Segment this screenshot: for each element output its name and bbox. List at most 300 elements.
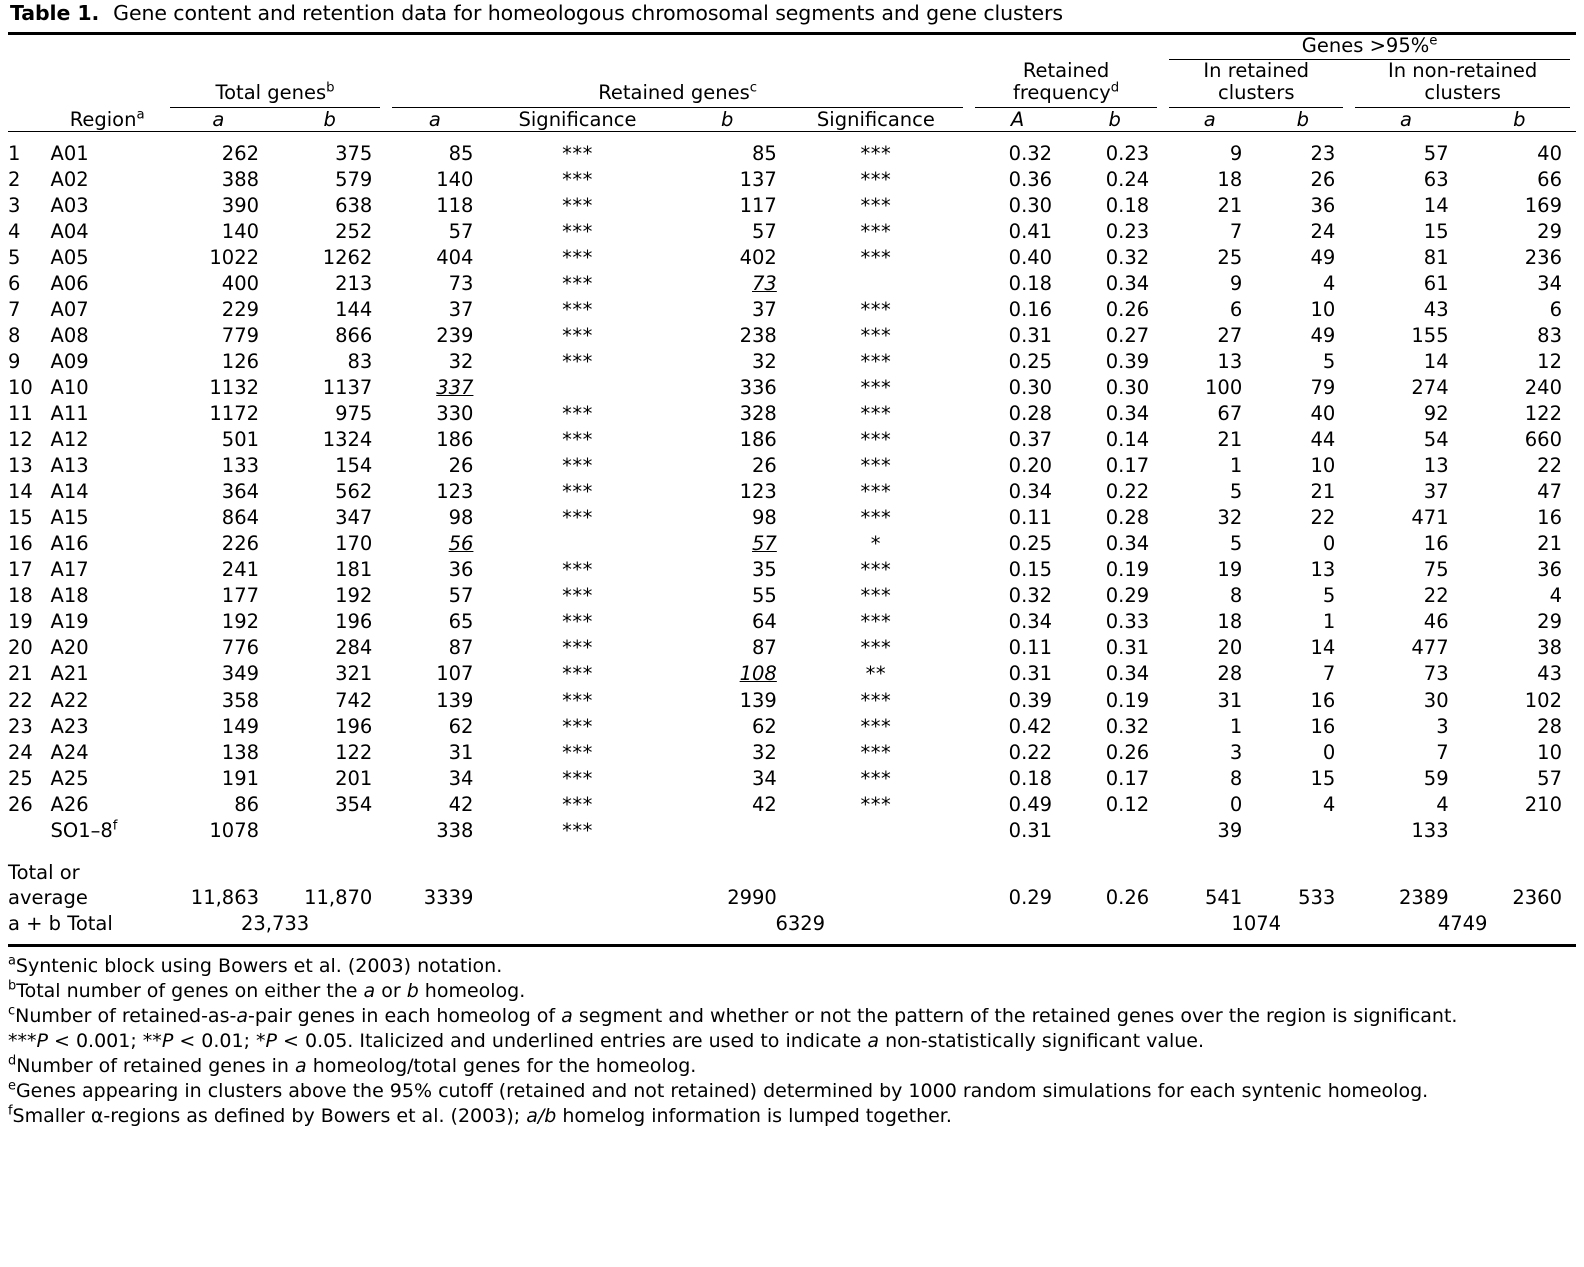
- row-clusters-nonretained-b: 210: [1524, 792, 1562, 816]
- row-region: A06: [50, 271, 89, 295]
- table-row: [8, 296, 1576, 322]
- row-clusters-retained-a: 1: [1229, 454, 1243, 478]
- row-total-b: 354: [335, 792, 373, 816]
- table-row: [8, 557, 1576, 583]
- row-significance-a: ***: [562, 219, 593, 243]
- row-index: 5: [8, 245, 21, 269]
- row-frequency-a: 0.18: [1008, 766, 1053, 790]
- row-clusters-nonretained-b: 29: [1537, 610, 1562, 634]
- row-significance-b: **: [865, 662, 887, 686]
- row-clusters-retained-a: 8: [1229, 584, 1243, 608]
- row-clusters-retained-b: 40: [1310, 402, 1336, 426]
- row-frequency-b: 0.24: [1105, 167, 1150, 191]
- table-row: [8, 583, 1576, 609]
- row-frequency-b: 0.31: [1105, 636, 1150, 660]
- table-row: [8, 322, 1576, 348]
- row-retained-a: 56: [448, 532, 474, 556]
- row-index: 21: [8, 662, 33, 686]
- row-region: A19: [50, 610, 89, 634]
- row-clusters-nonretained-b: 6: [1549, 297, 1562, 321]
- genes-95-footnote-mark: e: [1429, 33, 1438, 49]
- footnote-text: Number of retained-as-a-pair genes in each homeolog of a segment and whether or not the pattern of the retained genes over the region is significant.: [15, 1005, 1458, 1028]
- row-clusters-nonretained-b: 102: [1524, 688, 1562, 712]
- footnote-text: Total number of genes on either the a or b homeolog.: [16, 980, 526, 1003]
- row-frequency-b: 0.27: [1105, 323, 1150, 347]
- row-significance-a: ***: [562, 141, 593, 165]
- table-row: [8, 401, 1576, 427]
- group-in-nonretained-clusters: In non-retained clusters: [1349, 60, 1576, 108]
- retained-frequency-footnote-mark: d: [1110, 80, 1120, 96]
- row-index: [8, 817, 50, 843]
- table-row: [8, 453, 1576, 479]
- row-clusters-retained-a: 39: [1217, 818, 1243, 842]
- row-frequency-b: 0.12: [1105, 792, 1150, 816]
- footnote-text: Genes appearing in clusters above the 95% cutoff (retained and not retained) determined by 1000 random simulations for each syntenic homeolog.: [15, 1079, 1429, 1102]
- table-row: [8, 479, 1576, 505]
- row-significance-b: ***: [860, 349, 892, 373]
- row-clusters-retained-b: 21: [1310, 480, 1336, 504]
- table-row: [8, 531, 1576, 557]
- row-frequency-a: 0.30: [1008, 375, 1053, 399]
- row-total-a: 140: [221, 219, 260, 243]
- row-clusters-retained-b: 22: [1310, 506, 1336, 530]
- row-clusters-nonretained-b: 34: [1537, 271, 1562, 295]
- row-significance-a: ***: [562, 271, 593, 295]
- row-clusters-nonretained-a: 22: [1423, 584, 1449, 608]
- table-row: [8, 374, 1576, 400]
- row-clusters-retained-a: 100: [1205, 375, 1243, 399]
- totals-retained-b: 2990: [727, 885, 777, 909]
- row-region: A14: [50, 480, 89, 504]
- footnote-text: Number of retained genes in a homeolog/total genes for the homeolog.: [16, 1054, 697, 1077]
- col-retained-b: b: [721, 108, 734, 132]
- row-retained-b: 62: [752, 714, 777, 738]
- row-clusters-nonretained-a: 7: [1436, 740, 1449, 764]
- footnote-mark: b: [8, 979, 17, 994]
- row-significance-b: ***: [860, 428, 892, 452]
- row-total-b: 1324: [322, 428, 373, 452]
- footnote: [8, 979, 1576, 1004]
- row-clusters-nonretained-b: 38: [1537, 636, 1562, 660]
- row-frequency-a: 0.31: [1008, 818, 1053, 842]
- table-footnotes: [8, 947, 1576, 1128]
- row-region: A22: [50, 688, 89, 712]
- row-clusters-retained-b: 14: [1310, 636, 1336, 660]
- row-significance-a: ***: [562, 167, 593, 191]
- header-column-row: [8, 108, 1576, 131]
- row-clusters-retained-a: 21: [1217, 193, 1243, 217]
- col-clusters-retained-a: a: [1203, 108, 1216, 132]
- row-retained-a: 32: [448, 349, 474, 373]
- row-frequency-a: 0.11: [1008, 506, 1053, 530]
- totals-frequency-a: 0.29: [1008, 885, 1053, 909]
- row-significance-b: ***: [860, 740, 892, 764]
- row-clusters-nonretained-a: 15: [1423, 219, 1449, 243]
- row-total-a: 390: [221, 193, 260, 217]
- row-retained-a: 123: [436, 480, 474, 504]
- row-significance-b: ***: [860, 610, 892, 634]
- row-significance-b: [783, 817, 969, 843]
- row-retained-b: 35: [752, 558, 777, 582]
- row-clusters-nonretained-b: 169: [1524, 193, 1562, 217]
- totals-clusters-nonretained-a: 2389: [1398, 885, 1449, 909]
- row-clusters-nonretained-b: 43: [1537, 662, 1562, 686]
- col-frequency-b: b: [1108, 108, 1121, 132]
- row-total-a: 779: [221, 323, 260, 347]
- row-significance-b: ***: [860, 167, 892, 191]
- group-genes-95: Genes >95%$^e$: [1163, 35, 1576, 61]
- ab-total-label: a + b Total: [8, 911, 113, 935]
- row-clusters-retained-b: 15: [1310, 766, 1336, 790]
- row-total-a: 388: [221, 167, 260, 191]
- row-frequency-a: 0.32: [1008, 584, 1053, 608]
- row-retained-b: 42: [752, 792, 777, 816]
- row-clusters-nonretained-b: 10: [1537, 740, 1562, 764]
- totals-label: Total or average: [8, 860, 88, 909]
- row-total-a: 1132: [209, 375, 260, 399]
- row-total-a: 86: [234, 792, 260, 816]
- row-index: 4: [8, 219, 21, 243]
- row-region: A05: [50, 245, 89, 269]
- totals-clusters-retained-a: 541: [1205, 885, 1243, 909]
- row-total-a: 226: [221, 532, 260, 556]
- row-frequency-b: 0.26: [1105, 297, 1150, 321]
- row-frequency-a: 0.32: [1008, 141, 1053, 165]
- row-index: 18: [8, 584, 33, 608]
- row-significance-b: ***: [860, 636, 892, 660]
- footnote-mark: a: [8, 954, 16, 970]
- row-frequency-b: 0.23: [1105, 219, 1150, 243]
- col-retained-a: a: [428, 108, 441, 132]
- row-retained-b: 87: [752, 636, 777, 660]
- row-total-b: 192: [335, 584, 373, 608]
- row-retained-a: 338: [436, 818, 474, 842]
- row-frequency-a: 0.30: [1008, 193, 1053, 217]
- row-index: 13: [8, 454, 33, 478]
- row-frequency-a: 0.16: [1008, 297, 1053, 321]
- row-index: 26: [8, 792, 33, 816]
- row-region: A24: [50, 740, 89, 764]
- row-clusters-nonretained-a: 63: [1423, 167, 1449, 191]
- row-clusters-nonretained-b: 122: [1524, 402, 1562, 426]
- row-clusters-retained-b: 13: [1310, 558, 1336, 582]
- row-retained-b: 139: [739, 688, 777, 712]
- footnote: [8, 1079, 1576, 1104]
- row-clusters-retained-a: 9: [1229, 271, 1243, 295]
- row-frequency-b: 0.17: [1105, 454, 1150, 478]
- row-retained-a: 34: [448, 766, 474, 790]
- footnote-text: ***P < 0.001; **P < 0.01; *P < 0.05. Italicized and underlined entries are used to indicate a non-statistically significant value.: [8, 1030, 1205, 1053]
- row-retained-b: 108: [739, 662, 777, 686]
- row-retained-b: 26: [752, 454, 777, 478]
- row-significance-a: ***: [562, 818, 593, 842]
- row-total-b: 742: [335, 688, 373, 712]
- row-retained-a: 57: [448, 584, 474, 608]
- row-significance-b: ***: [860, 766, 892, 790]
- row-clusters-nonretained-b: [1463, 817, 1576, 843]
- row-clusters-nonretained-a: 3: [1436, 714, 1449, 738]
- row-total-a: 1172: [209, 402, 260, 426]
- row-retained-b: 117: [739, 193, 777, 217]
- row-total-a: 229: [221, 297, 260, 321]
- row-clusters-retained-b: 44: [1310, 428, 1336, 452]
- row-frequency-b: 0.17: [1105, 766, 1150, 790]
- row-total-a: 501: [221, 428, 260, 452]
- row-retained-b: 85: [752, 141, 777, 165]
- row-significance-b: ***: [860, 454, 892, 478]
- row-clusters-nonretained-a: 81: [1423, 245, 1449, 269]
- row-clusters-retained-a: 31: [1217, 688, 1243, 712]
- col-significance-a: Significance: [518, 108, 637, 132]
- row-clusters-retained-b: 0: [1322, 532, 1336, 556]
- row-retained-a: 186: [436, 428, 474, 452]
- table-row: [8, 166, 1576, 192]
- row-frequency-a: 0.25: [1008, 349, 1053, 373]
- row-clusters-retained-a: 5: [1229, 532, 1243, 556]
- row-retained-a: 98: [448, 506, 474, 530]
- group-retained-frequency: Retained frequency$^d$: [969, 60, 1163, 108]
- row-region: A08: [50, 323, 89, 347]
- row-retained-a: 36: [448, 558, 474, 582]
- row-frequency-a: 0.20: [1008, 454, 1053, 478]
- row-total-b: 562: [335, 480, 373, 504]
- row-total-b: 1262: [322, 245, 373, 269]
- row-retained-a: 31: [448, 740, 474, 764]
- row-region: A09: [50, 349, 89, 373]
- row-clusters-nonretained-a: 30: [1423, 688, 1449, 712]
- row-region: A15: [50, 506, 89, 530]
- row-index: 11: [8, 402, 33, 426]
- row-index: 7: [8, 297, 21, 321]
- row-significance-b: ***: [860, 245, 892, 269]
- row-total-b: 866: [335, 323, 373, 347]
- row-frequency-a: 0.40: [1008, 245, 1053, 269]
- row-clusters-retained-a: 1: [1229, 714, 1243, 738]
- row-clusters-nonretained-a: 92: [1423, 402, 1449, 426]
- row-total-b: 201: [335, 766, 373, 790]
- row-total-a: 149: [221, 714, 260, 738]
- row-region: A02: [50, 167, 89, 191]
- row-clusters-retained-b: 0: [1322, 740, 1336, 764]
- row-significance-b: ***: [860, 219, 892, 243]
- row-retained-a: 87: [448, 636, 474, 660]
- row-clusters-retained-b: 23: [1310, 141, 1336, 165]
- row-retained-b: 186: [739, 428, 777, 452]
- totals-total-b: 11,870: [304, 885, 373, 909]
- row-retained-a: 57: [448, 219, 474, 243]
- row-region: A03: [50, 193, 89, 217]
- row-total-a: 1078: [209, 818, 260, 842]
- row-clusters-retained-a: 18: [1217, 167, 1243, 191]
- row-frequency-b: 0.29: [1105, 584, 1150, 608]
- region-footnote-mark: a: [136, 107, 145, 123]
- row-retained-a: 337: [436, 375, 474, 399]
- footnote-mark: f: [8, 1103, 13, 1119]
- row-clusters-retained-a: 21: [1217, 428, 1243, 452]
- row-frequency-b: 0.23: [1105, 141, 1150, 165]
- row-retained-a: 73: [448, 271, 474, 295]
- caption-text: Gene content and retention data for homeologous chromosomal segments and gene clusters: [113, 1, 1063, 25]
- row-total-a: 191: [221, 766, 260, 790]
- row-retained-a: 65: [448, 610, 474, 634]
- ab-total-genes: 23,733: [240, 911, 310, 935]
- table-row: [8, 687, 1576, 713]
- row-total-a: 776: [221, 636, 260, 660]
- row-clusters-nonretained-a: 73: [1423, 662, 1449, 686]
- row-index: 1: [8, 141, 21, 165]
- row-clusters-retained-b: 5: [1322, 584, 1336, 608]
- row-total-a: 177: [221, 584, 260, 608]
- row-clusters-retained-b: 49: [1310, 245, 1336, 269]
- row-total-b: 579: [335, 167, 373, 191]
- row-significance-a: [483, 531, 671, 557]
- row-frequency-b: 0.28: [1105, 506, 1150, 530]
- row-clusters-retained-a: 25: [1217, 245, 1243, 269]
- col-region: Region$^a$: [69, 107, 145, 132]
- row-total-a: 349: [221, 662, 260, 686]
- row-clusters-retained-b: 16: [1310, 688, 1336, 712]
- row-retained-b: 55: [752, 584, 777, 608]
- ab-total-clusters-retained: 1074: [1231, 911, 1282, 935]
- row-index: 19: [8, 610, 33, 634]
- footnote: [8, 1104, 1576, 1129]
- row-clusters-nonretained-a: 57: [1423, 141, 1449, 165]
- row-region-footnote-mark: f: [112, 818, 118, 834]
- row-significance-a: ***: [562, 688, 593, 712]
- row-frequency-a: 0.28: [1008, 402, 1053, 426]
- row-index: 15: [8, 506, 33, 530]
- table-row: [8, 192, 1576, 218]
- row-significance-a: ***: [562, 766, 593, 790]
- row-retained-b: 98: [752, 506, 777, 530]
- row-clusters-nonretained-a: 61: [1423, 271, 1449, 295]
- row-retained-b: [672, 817, 783, 843]
- row-retained-b: 57: [752, 219, 777, 243]
- totals-clusters-nonretained-b: 2360: [1512, 885, 1562, 909]
- row-region: A11: [50, 402, 89, 426]
- row-region: A12: [50, 428, 89, 452]
- row-total-b: 375: [335, 141, 373, 165]
- row-frequency-a: 0.18: [1008, 271, 1053, 295]
- row-clusters-nonretained-a: 477: [1411, 636, 1449, 660]
- row-frequency-b: 0.34: [1105, 532, 1150, 556]
- row-significance-a: ***: [562, 636, 593, 660]
- row-significance-b: ***: [860, 584, 892, 608]
- row-frequency-a: 0.22: [1008, 740, 1053, 764]
- row-frequency-a: 0.42: [1008, 714, 1053, 738]
- group-retained-genes: Retained genes$^c$: [386, 60, 969, 108]
- row-region: SO1–8$^f$: [50, 818, 118, 842]
- row-clusters-nonretained-b: 47: [1537, 480, 1562, 504]
- row-frequency-b: 0.32: [1105, 245, 1150, 269]
- row-frequency-a: 0.39: [1008, 688, 1053, 712]
- row-index: 10: [8, 375, 33, 399]
- table-body: [8, 140, 1576, 843]
- row-clusters-retained-a: 67: [1217, 402, 1243, 426]
- row-clusters-retained-b: 4: [1322, 271, 1336, 295]
- row-clusters-nonretained-b: 16: [1537, 506, 1562, 530]
- row-total-b: 83: [347, 349, 373, 373]
- row-index: 23: [8, 714, 33, 738]
- row-clusters-nonretained-b: 40: [1537, 141, 1562, 165]
- row-significance-b: ***: [860, 792, 892, 816]
- totals-retained-a: 3339: [423, 885, 474, 909]
- row-region: A10: [50, 375, 89, 399]
- row-clusters-nonretained-b: 240: [1524, 375, 1562, 399]
- row-retained-a: 404: [436, 245, 474, 269]
- row-frequency-b: [1066, 817, 1163, 843]
- row-frequency-b: 0.22: [1105, 480, 1150, 504]
- ab-total-row: [8, 910, 1576, 936]
- row-frequency-a: 0.37: [1008, 428, 1053, 452]
- row-retained-b: 37: [752, 297, 777, 321]
- row-region: A16: [50, 532, 89, 556]
- row-significance-b: ***: [860, 480, 892, 504]
- row-clusters-nonretained-b: 660: [1524, 428, 1562, 452]
- row-total-a: 358: [221, 688, 260, 712]
- table-caption: [8, 0, 1576, 32]
- row-significance-a: ***: [562, 245, 593, 269]
- row-region: A01: [50, 141, 89, 165]
- footnote-mark: e: [8, 1078, 16, 1094]
- row-clusters-retained-a: 20: [1217, 636, 1243, 660]
- ab-total-clusters-nonretained: 4749: [1437, 911, 1488, 935]
- row-clusters-retained-b: [1256, 817, 1349, 843]
- row-significance-b: ***: [860, 558, 892, 582]
- row-index: 25: [8, 766, 33, 790]
- row-clusters-nonretained-b: 36: [1537, 558, 1562, 582]
- row-retained-a: 330: [436, 402, 474, 426]
- row-clusters-retained-a: 19: [1217, 558, 1243, 582]
- table-row: [8, 140, 1576, 166]
- row-retained-b: 73: [752, 271, 777, 295]
- row-clusters-retained-b: 1: [1322, 610, 1336, 634]
- row-region: A07: [50, 297, 89, 321]
- row-index: 12: [8, 428, 33, 452]
- row-clusters-nonretained-a: 274: [1411, 375, 1449, 399]
- row-frequency-a: 0.15: [1008, 558, 1053, 582]
- row-frequency-a: 0.34: [1008, 480, 1053, 504]
- row-retained-b: 32: [752, 740, 777, 764]
- row-clusters-retained-b: 10: [1310, 297, 1336, 321]
- header-group-row-1: [8, 35, 1576, 61]
- row-index: 9: [8, 349, 21, 373]
- row-clusters-retained-a: 18: [1217, 610, 1243, 634]
- row-retained-a: 26: [448, 454, 474, 478]
- row-total-a: 133: [221, 454, 260, 478]
- row-clusters-retained-b: 10: [1310, 454, 1336, 478]
- row-significance-b: ***: [860, 506, 892, 530]
- totals-clusters-retained-b: 533: [1298, 885, 1336, 909]
- row-clusters-retained-b: 7: [1322, 662, 1336, 686]
- row-total-a: 1022: [209, 245, 260, 269]
- table-row: [8, 505, 1576, 531]
- footnote: [8, 1029, 1576, 1054]
- header-spacer: [8, 132, 1576, 140]
- table-row: [8, 713, 1576, 739]
- row-retained-b: 336: [739, 375, 777, 399]
- row-frequency-a: 0.49: [1008, 792, 1053, 816]
- row-frequency-b: 0.33: [1105, 610, 1150, 634]
- row-clusters-retained-b: 16: [1310, 714, 1336, 738]
- row-retained-b: 137: [739, 167, 777, 191]
- row-clusters-nonretained-b: 57: [1537, 766, 1562, 790]
- row-index: 14: [8, 480, 33, 504]
- table-row: [8, 218, 1576, 244]
- row-frequency-a: 0.11: [1008, 636, 1053, 660]
- row-clusters-retained-b: 26: [1310, 167, 1336, 191]
- row-clusters-nonretained-a: 37: [1423, 480, 1449, 504]
